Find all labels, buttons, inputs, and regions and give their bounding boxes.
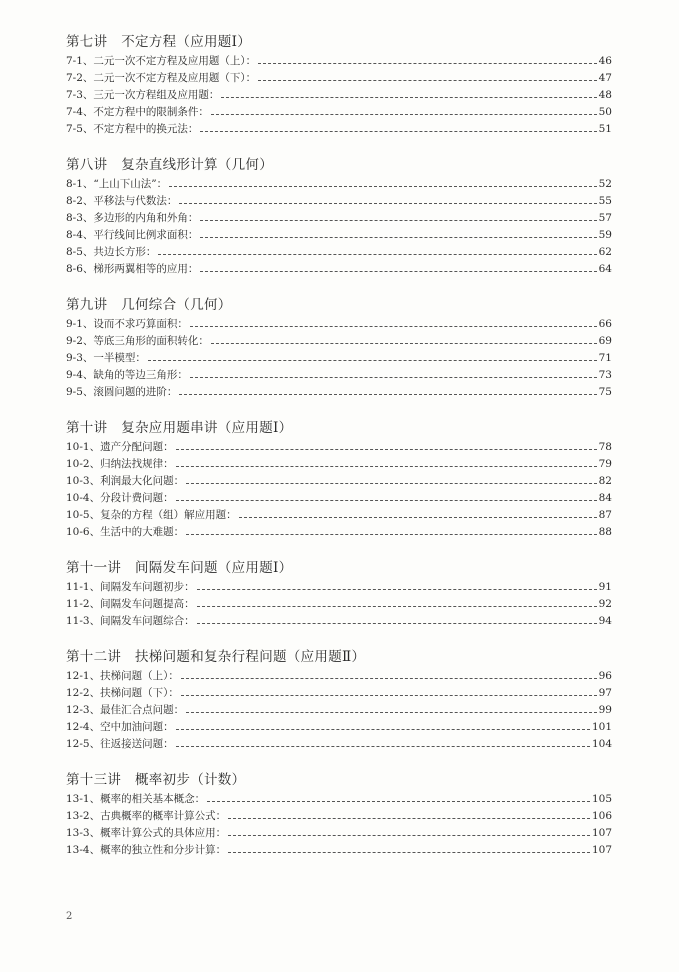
entry-label: 9-4、缺角的等边三角形： — [66, 369, 188, 381]
entry-label: 8-6、梯形两翼相等的应用： — [66, 263, 199, 275]
entry-label: 7-1、二元一次不定方程及应用题（上）： — [66, 55, 257, 67]
chapter-title: 第七讲 不定方程（应用题Ⅰ） — [66, 34, 252, 50]
chapter-9 — [66, 295, 612, 401]
toc-entry[interactable] — [66, 668, 612, 685]
dot-leader — [176, 729, 590, 730]
entry-page: 69 — [598, 335, 612, 347]
entry-label: 12-3、最佳汇合点问题： — [66, 704, 185, 716]
entry-label: 7-4、不定方程中的限制条件： — [66, 106, 209, 118]
entry-page: 51 — [598, 123, 612, 135]
dot-leader — [239, 517, 597, 518]
entry-label: 8-2、平移法与代数法： — [66, 195, 178, 207]
dot-leader — [179, 203, 596, 204]
toc-entry[interactable] — [66, 613, 612, 630]
toc-entry[interactable] — [66, 825, 612, 842]
entry-label: 12-4、空中加油问题： — [66, 721, 174, 733]
entry-page: 59 — [598, 229, 612, 241]
dot-leader — [221, 97, 596, 98]
dot-leader — [181, 695, 597, 696]
dot-leader — [186, 534, 597, 535]
dot-leader — [186, 483, 597, 484]
entry-page: 50 — [598, 106, 612, 118]
entry-label: 13-4、概率的独立性和分步计算： — [66, 844, 227, 856]
entry-label: 10-2、归纳法找规律： — [66, 458, 174, 470]
chapter-title: 第十讲 复杂应用题串讲（应用题Ⅰ） — [66, 420, 293, 436]
dot-leader — [200, 131, 596, 132]
entry-label: 8-5、共边长方形： — [66, 246, 157, 258]
entry-page: 62 — [598, 246, 612, 258]
toc-entry[interactable] — [66, 490, 612, 507]
entry-page: 52 — [598, 178, 612, 190]
entry-page: 101 — [591, 721, 612, 733]
entry-page: 106 — [591, 810, 612, 822]
toc-entry[interactable] — [66, 87, 612, 104]
chapter-title: 第十三讲 概率初步（计数） — [66, 772, 246, 788]
dot-leader — [186, 712, 597, 713]
dot-leader — [197, 623, 597, 624]
dot-leader — [211, 343, 597, 344]
dot-leader — [176, 746, 590, 747]
entry-page: 105 — [591, 793, 612, 805]
toc-entry[interactable] — [66, 70, 612, 87]
toc-entry[interactable] — [66, 121, 612, 138]
entry-page: 71 — [598, 352, 612, 364]
entry-page: 84 — [598, 492, 612, 504]
entry-label: 10-4、分段计费问题： — [66, 492, 174, 504]
dot-leader — [158, 254, 596, 255]
dot-leader — [207, 801, 590, 802]
entry-label: 9-1、设而不求巧算面积： — [66, 318, 188, 330]
dot-leader — [200, 220, 596, 221]
toc-entry[interactable] — [66, 579, 612, 596]
toc-entry[interactable] — [66, 842, 612, 859]
entry-label: 13-1、概率的相关基本概念： — [66, 793, 206, 805]
entry-page: 97 — [598, 687, 612, 699]
dot-leader — [211, 114, 597, 115]
toc-entry[interactable] — [66, 193, 612, 210]
toc-entry[interactable] — [66, 736, 612, 753]
entry-label: 10-6、生活中的大难题： — [66, 526, 185, 538]
table-of-contents — [66, 32, 612, 876]
entry-label: 11-3、间隔发车问题综合： — [66, 615, 195, 627]
toc-entry[interactable] — [66, 507, 612, 524]
entry-label: 11-1、间隔发车问题初步： — [66, 581, 195, 593]
entry-page: 92 — [598, 598, 612, 610]
dot-leader — [176, 449, 597, 450]
chapter-7 — [66, 32, 612, 138]
entry-label: 7-3、三元一次方程组及应用题： — [66, 89, 220, 101]
entry-page: 73 — [598, 369, 612, 381]
entry-label: 13-3、概率计算公式的具体应用： — [66, 827, 227, 839]
dot-leader — [190, 377, 597, 378]
entry-label: 8-3、多边形的内角和外角： — [66, 212, 199, 224]
toc-entry[interactable] — [66, 808, 612, 825]
entry-page: 107 — [591, 844, 612, 856]
toc-entry[interactable] — [66, 227, 612, 244]
toc-entry[interactable] — [66, 524, 612, 541]
entry-page: 79 — [598, 458, 612, 470]
dot-leader — [190, 326, 597, 327]
dot-leader — [197, 606, 597, 607]
chapter-8 — [66, 155, 612, 278]
toc-entry[interactable] — [66, 244, 612, 261]
entry-label: 8-4、平行线间比例求面积： — [66, 229, 199, 241]
entry-label: 10-5、复杂的方程（组）解应用题： — [66, 509, 237, 521]
chapter-12 — [66, 647, 612, 753]
entry-label: 13-2、古典概率的概率计算公式： — [66, 810, 227, 822]
entry-page: 75 — [598, 386, 612, 398]
entry-label: 9-3、一半模型： — [66, 352, 146, 364]
dot-leader — [228, 818, 590, 819]
dot-leader — [200, 237, 596, 238]
dot-leader — [258, 80, 596, 81]
dot-leader — [228, 852, 590, 853]
toc-entry[interactable] — [66, 367, 612, 384]
entry-label: 10-1、遗产分配问题： — [66, 441, 174, 453]
entry-page: 107 — [591, 827, 612, 839]
entry-page: 64 — [598, 263, 612, 275]
dot-leader — [228, 835, 590, 836]
entry-page: 91 — [598, 581, 612, 593]
toc-entry[interactable] — [66, 104, 612, 121]
entry-page: 88 — [598, 526, 612, 538]
chapter-11 — [66, 558, 612, 630]
toc-entry[interactable] — [66, 791, 612, 808]
entry-label: 10-3、利润最大化问题： — [66, 475, 185, 487]
entry-label: 9-5、滚圆问题的进阶： — [66, 386, 178, 398]
toc-entry[interactable] — [66, 685, 612, 702]
entry-page: 46 — [598, 55, 612, 67]
dot-leader — [148, 360, 597, 361]
entry-page: 55 — [598, 195, 612, 207]
entry-page: 47 — [598, 72, 612, 84]
dot-leader — [169, 186, 596, 187]
entry-label: 11-2、间隔发车问题提高： — [66, 598, 195, 610]
dot-leader — [176, 466, 597, 467]
entry-label: 12-5、往返接送问题： — [66, 738, 174, 750]
entry-label: 7-5、不定方程中的换元法： — [66, 123, 199, 135]
dot-leader — [258, 63, 596, 64]
dot-leader — [181, 678, 597, 679]
toc-entry[interactable] — [66, 384, 612, 401]
entry-page: 104 — [591, 738, 612, 750]
entry-page: 66 — [598, 318, 612, 330]
toc-entry[interactable] — [66, 596, 612, 613]
chapter-title: 第八讲 复杂直线形计算（几何） — [66, 157, 273, 173]
page-number: 2 — [66, 911, 73, 922]
dot-leader — [179, 394, 596, 395]
toc-entry[interactable] — [66, 719, 612, 736]
chapter-title: 第十一讲 间隔发车问题（应用题Ⅰ） — [66, 560, 293, 576]
chapter-13 — [66, 770, 612, 859]
entry-label: 12-2、扶梯问题（下）： — [66, 687, 179, 699]
toc-entry[interactable] — [66, 261, 612, 278]
entry-page: 96 — [598, 670, 612, 682]
toc-entry[interactable] — [66, 702, 612, 719]
entry-page: 78 — [598, 441, 612, 453]
entry-page: 57 — [598, 212, 612, 224]
entry-page: 82 — [598, 475, 612, 487]
entry-page: 94 — [598, 615, 612, 627]
entry-label: 12-1、扶梯问题（上）： — [66, 670, 179, 682]
entry-label: 9-2、等底三角形的面积转化： — [66, 335, 209, 347]
entry-page: 87 — [598, 509, 612, 521]
toc-entry[interactable] — [66, 210, 612, 227]
entry-label: 7-2、二元一次不定方程及应用题（下）： — [66, 72, 257, 84]
entry-page: 99 — [598, 704, 612, 716]
toc-entry[interactable] — [66, 456, 612, 473]
entry-label: 8-1、“上山下山法”： — [66, 178, 168, 190]
toc-entry[interactable] — [66, 473, 612, 490]
entry-page: 48 — [598, 89, 612, 101]
chapter-title: 第九讲 几何综合（几何） — [66, 297, 232, 313]
chapter-title: 第十二讲 扶梯问题和复杂行程问题（应用题Ⅱ） — [66, 649, 366, 665]
dot-leader — [200, 271, 596, 272]
toc-entry[interactable] — [66, 316, 612, 333]
chapter-10 — [66, 418, 612, 541]
dot-leader — [176, 500, 597, 501]
toc-entry[interactable] — [66, 350, 612, 367]
toc-entry[interactable] — [66, 176, 612, 193]
toc-entry[interactable] — [66, 439, 612, 456]
dot-leader — [197, 589, 597, 590]
toc-entry[interactable] — [66, 53, 612, 70]
toc-entry[interactable] — [66, 333, 612, 350]
